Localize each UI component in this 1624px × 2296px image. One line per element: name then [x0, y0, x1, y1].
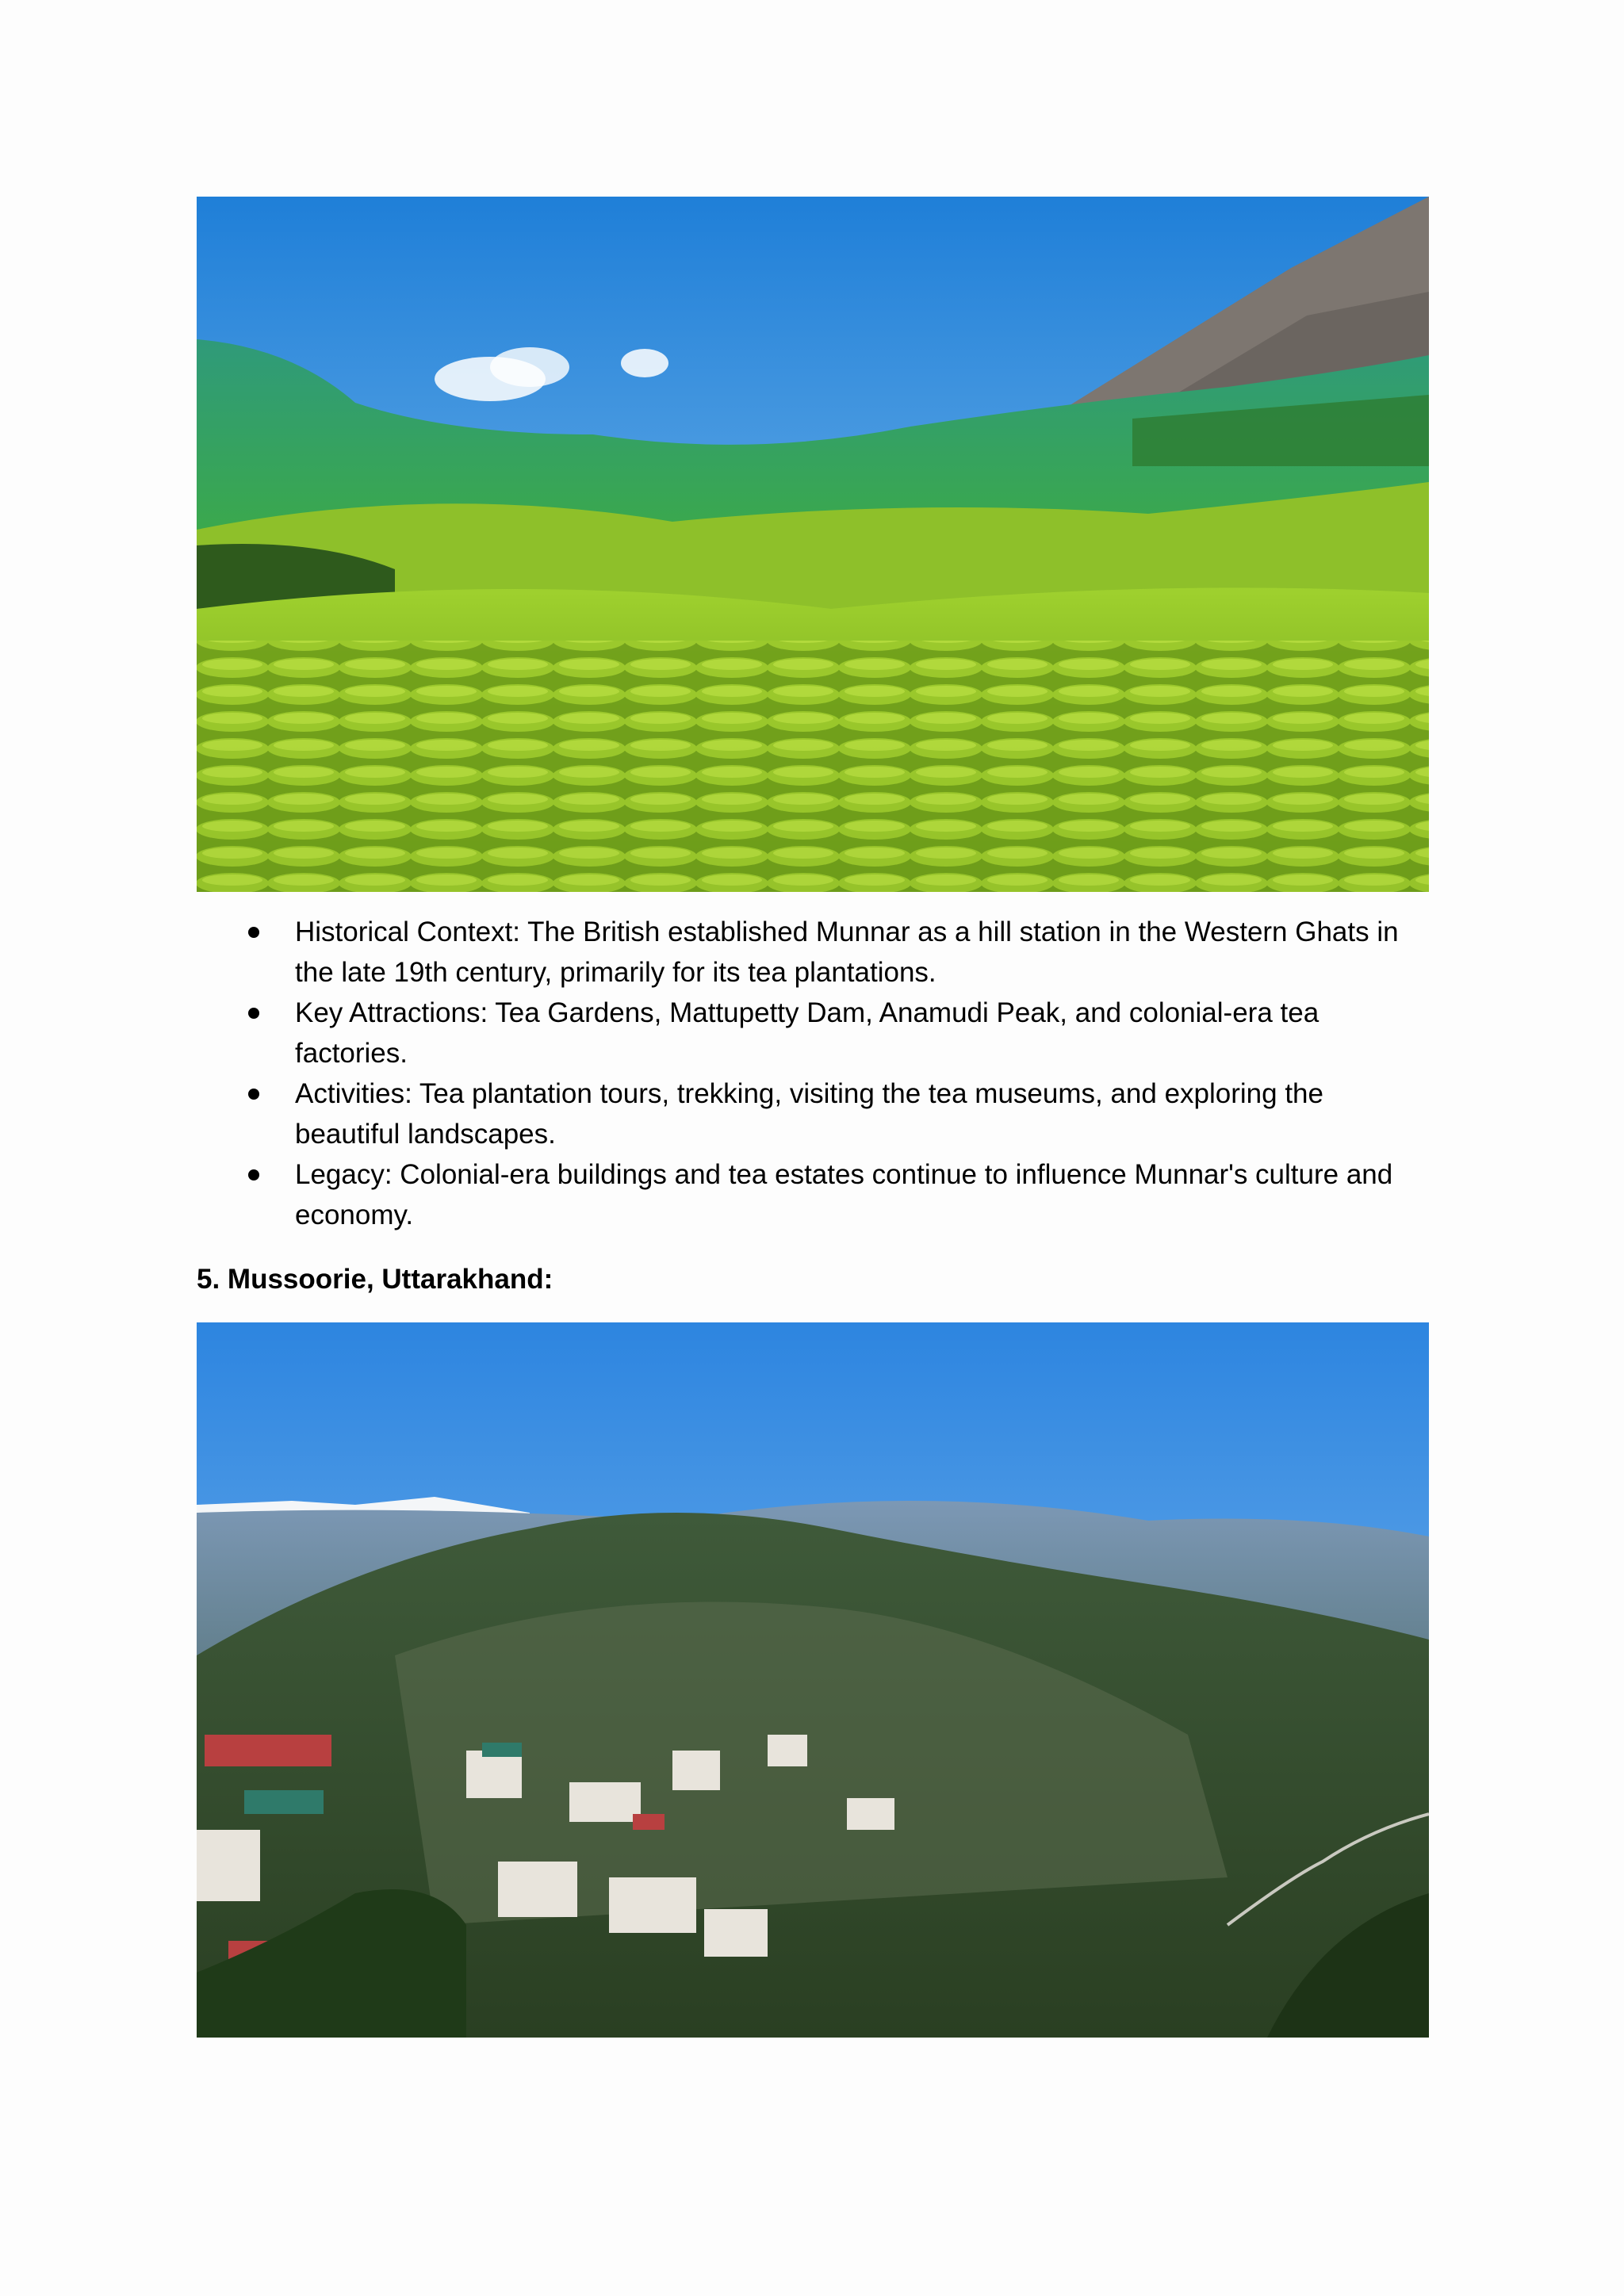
mussoorie-hill-town-photo — [197, 1322, 1429, 2038]
list-item-text: Key Attractions: Tea Gardens, Mattupetty Dam, Anamudi Peak, and colonial-era tea factories. — [295, 997, 1320, 1069]
munnar-landscape-illustration — [197, 197, 1429, 892]
section-heading: 5. Mussoorie, Uttarakhand: — [197, 1264, 553, 1295]
list-item-text: Legacy: Colonial-era buildings and tea estates continue to influence Munnar's culture and economy. — [295, 1159, 1393, 1230]
bullet-icon — [248, 927, 259, 938]
mussoorie-landscape-illustration — [197, 1322, 1429, 2038]
list-item — [197, 1154, 1434, 1235]
bullet-icon — [248, 1089, 259, 1100]
list-item — [197, 993, 1434, 1073]
list-item — [197, 912, 1434, 993]
list-item-text: Historical Context: The British established Munnar as a hill station in the Western Ghats in the late 19th century, primarily for its tea plantations. — [295, 916, 1399, 988]
bullet-icon — [248, 1008, 259, 1019]
bullet-icon — [248, 1169, 259, 1181]
munnar-tea-plantation-photo — [197, 197, 1429, 892]
munnar-facts-list — [197, 912, 1434, 1235]
list-item-text: Activities: Tea plantation tours, trekking, visiting the tea museums, and exploring the beautiful landscapes. — [295, 1078, 1323, 1150]
list-item — [197, 1073, 1434, 1154]
